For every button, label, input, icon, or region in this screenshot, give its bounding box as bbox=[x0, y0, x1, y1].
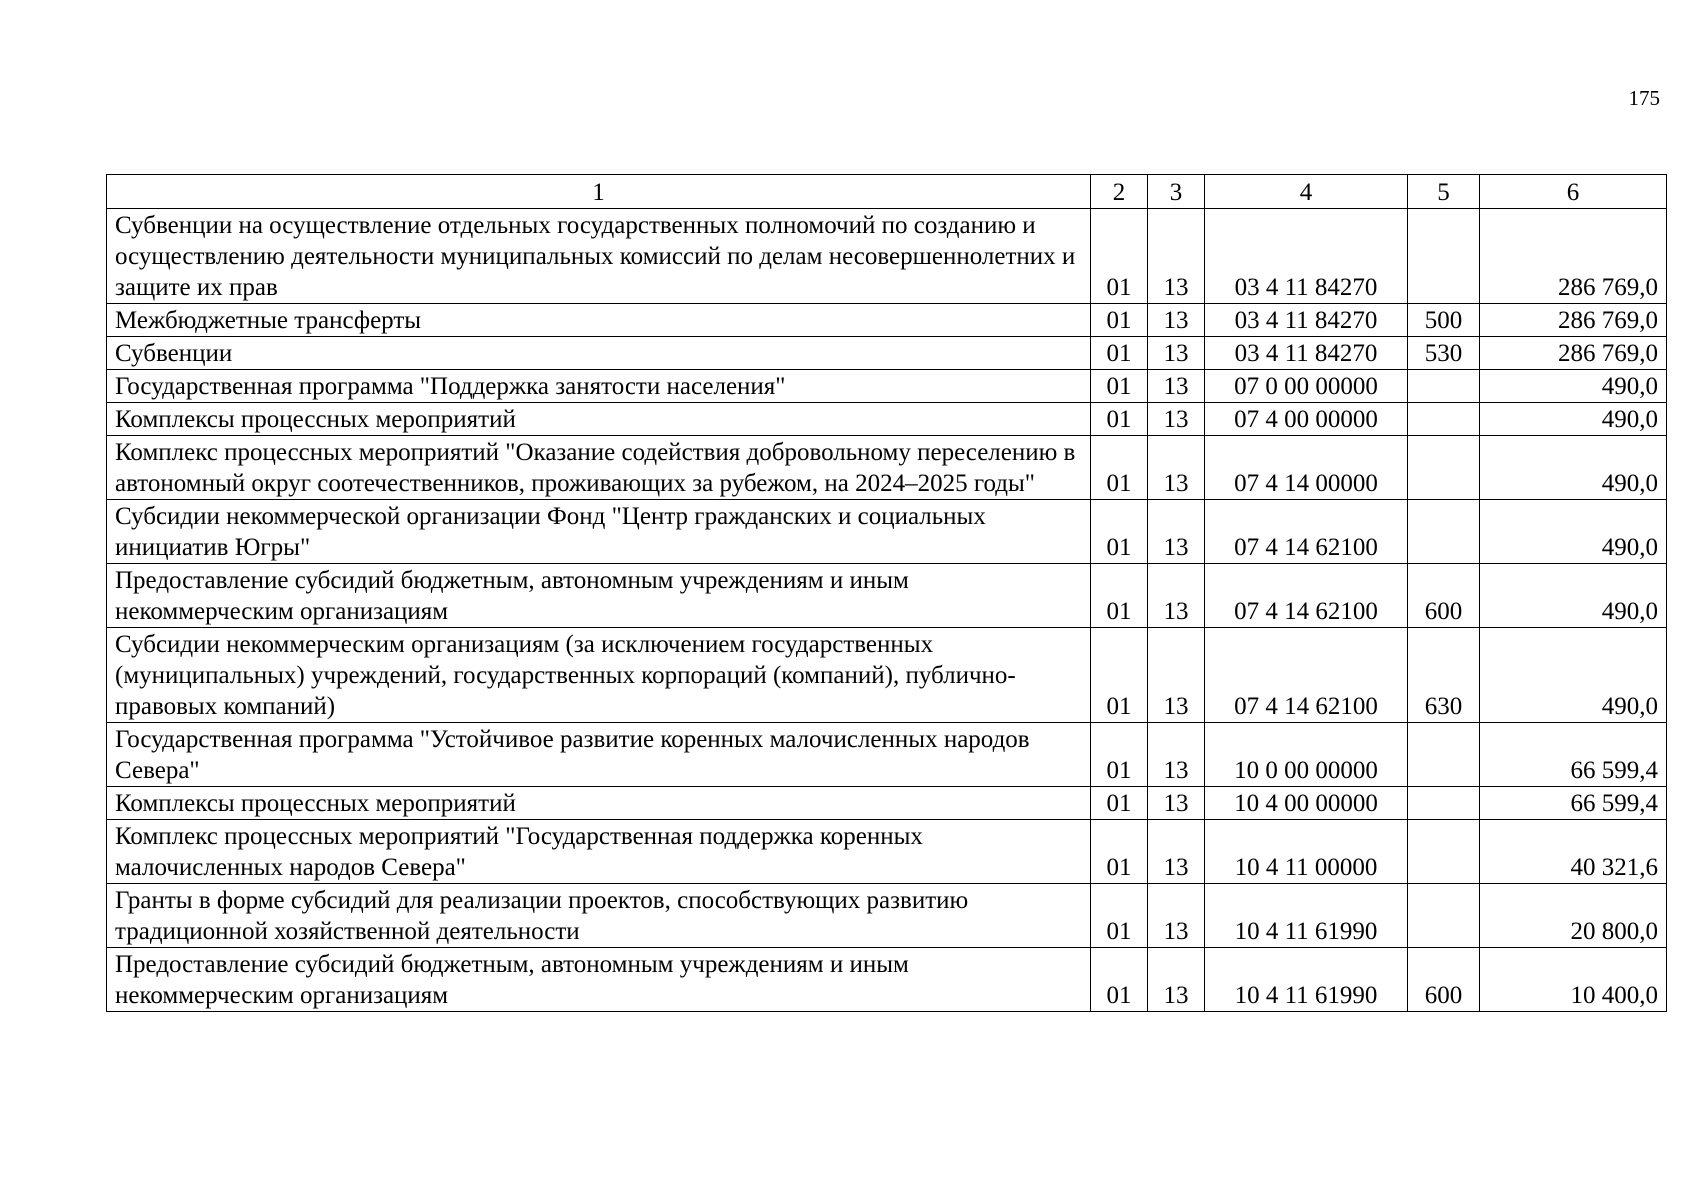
header-cell-4: 4 bbox=[1205, 175, 1408, 209]
row-subsection: 13 bbox=[1148, 209, 1205, 304]
row-section: 01 bbox=[1091, 948, 1148, 1012]
table-row bbox=[107, 337, 1667, 370]
row-section: 01 bbox=[1091, 628, 1148, 723]
table-row bbox=[107, 884, 1667, 948]
row-target-code: 03 4 11 84270 bbox=[1205, 209, 1408, 304]
row-amount: 490,0 bbox=[1480, 436, 1667, 500]
row-amount: 286 769,0 bbox=[1480, 209, 1667, 304]
row-name: Субвенции bbox=[107, 337, 1091, 370]
row-section: 01 bbox=[1091, 787, 1148, 820]
row-subsection: 13 bbox=[1148, 628, 1205, 723]
row-amount: 490,0 bbox=[1480, 370, 1667, 403]
row-subsection: 13 bbox=[1148, 403, 1205, 436]
row-amount: 40 321,6 bbox=[1480, 820, 1667, 884]
header-row bbox=[107, 175, 1667, 209]
header-cell-5: 5 bbox=[1408, 175, 1480, 209]
header-cell-2: 2 bbox=[1091, 175, 1148, 209]
table-row bbox=[107, 209, 1667, 304]
table-row bbox=[107, 564, 1667, 628]
row-subsection: 13 bbox=[1148, 337, 1205, 370]
row-subsection: 13 bbox=[1148, 723, 1205, 787]
row-amount: 490,0 bbox=[1480, 500, 1667, 564]
row-subsection: 13 bbox=[1148, 500, 1205, 564]
row-target-code: 07 4 14 62100 bbox=[1205, 628, 1408, 723]
row-name: Предоставление субсидий бюджетным, автономным учреждениям и иным некоммерческим организациям bbox=[107, 564, 1091, 628]
row-section: 01 bbox=[1091, 370, 1148, 403]
row-section: 01 bbox=[1091, 436, 1148, 500]
row-expense-type bbox=[1408, 370, 1480, 403]
row-section: 01 bbox=[1091, 337, 1148, 370]
row-amount: 66 599,4 bbox=[1480, 723, 1667, 787]
row-name: Комплексы процессных мероприятий bbox=[107, 403, 1091, 436]
row-name: Комплекс процессных мероприятий "Государственная поддержка коренных малочисленных народов Севера" bbox=[107, 820, 1091, 884]
header-cell-6: 6 bbox=[1480, 175, 1667, 209]
row-expense-type bbox=[1408, 500, 1480, 564]
table-row bbox=[107, 787, 1667, 820]
row-name: Государственная программа "Устойчивое развитие коренных малочисленных народов Севера" bbox=[107, 723, 1091, 787]
row-expense-type bbox=[1408, 436, 1480, 500]
row-target-code: 10 4 11 00000 bbox=[1205, 820, 1408, 884]
row-name: Субсидии некоммерческим организациям (за исключением государственных (муниципальных) учреждений, государственных корпораций (компаний), публично-правовых компаний) bbox=[107, 628, 1091, 723]
row-section: 01 bbox=[1091, 304, 1148, 337]
table-row bbox=[107, 820, 1667, 884]
row-subsection: 13 bbox=[1148, 564, 1205, 628]
row-subsection: 13 bbox=[1148, 948, 1205, 1012]
header-cell-1: 1 bbox=[107, 175, 1091, 209]
row-name: Комплекс процессных мероприятий "Оказание содействия добровольному переселению в автономный округ соотечественников, проживающих за рубежом, на 2024–2025 годы" bbox=[107, 436, 1091, 500]
row-amount: 66 599,4 bbox=[1480, 787, 1667, 820]
row-expense-type bbox=[1408, 723, 1480, 787]
row-expense-type bbox=[1408, 820, 1480, 884]
row-expense-type: 500 bbox=[1408, 304, 1480, 337]
row-name: Межбюджетные трансферты bbox=[107, 304, 1091, 337]
row-expense-type bbox=[1408, 403, 1480, 436]
row-amount: 286 769,0 bbox=[1480, 304, 1667, 337]
row-section: 01 bbox=[1091, 723, 1148, 787]
row-expense-type: 630 bbox=[1408, 628, 1480, 723]
row-expense-type: 600 bbox=[1408, 948, 1480, 1012]
row-subsection: 13 bbox=[1148, 884, 1205, 948]
table-row bbox=[107, 628, 1667, 723]
row-section: 01 bbox=[1091, 500, 1148, 564]
row-amount: 10 400,0 bbox=[1480, 948, 1667, 1012]
row-subsection: 13 bbox=[1148, 304, 1205, 337]
row-name: Субвенции на осуществление отдельных государственных полномочий по созданию и осуществлению деятельности муниципальных комиссий по делам несовершеннолетних и защите их прав bbox=[107, 209, 1091, 304]
row-expense-type: 600 bbox=[1408, 564, 1480, 628]
row-subsection: 13 bbox=[1148, 436, 1205, 500]
table-row bbox=[107, 370, 1667, 403]
row-target-code: 07 4 14 62100 bbox=[1205, 564, 1408, 628]
table-row bbox=[107, 500, 1667, 564]
table-row bbox=[107, 948, 1667, 1012]
row-name: Государственная программа "Поддержка занятости населения" bbox=[107, 370, 1091, 403]
row-expense-type: 530 bbox=[1408, 337, 1480, 370]
row-subsection: 13 bbox=[1148, 787, 1205, 820]
page-number: 175 bbox=[1628, 86, 1660, 110]
row-target-code: 03 4 11 84270 bbox=[1205, 337, 1408, 370]
row-target-code: 07 4 00 00000 bbox=[1205, 403, 1408, 436]
header-cell-3: 3 bbox=[1148, 175, 1205, 209]
row-target-code: 10 4 00 00000 bbox=[1205, 787, 1408, 820]
row-name: Комплексы процессных мероприятий bbox=[107, 787, 1091, 820]
row-amount: 490,0 bbox=[1480, 403, 1667, 436]
row-target-code: 10 0 00 00000 bbox=[1205, 723, 1408, 787]
row-amount: 20 800,0 bbox=[1480, 884, 1667, 948]
row-target-code: 10 4 11 61990 bbox=[1205, 948, 1408, 1012]
row-amount: 490,0 bbox=[1480, 564, 1667, 628]
row-name: Субсидии некоммерческой организации Фонд "Центр гражданских и социальных инициатив Югры" bbox=[107, 500, 1091, 564]
table-row bbox=[107, 436, 1667, 500]
row-section: 01 bbox=[1091, 209, 1148, 304]
row-target-code: 07 4 14 00000 bbox=[1205, 436, 1408, 500]
row-target-code: 10 4 11 61990 bbox=[1205, 884, 1408, 948]
row-amount: 490,0 bbox=[1480, 628, 1667, 723]
row-expense-type bbox=[1408, 209, 1480, 304]
row-expense-type bbox=[1408, 787, 1480, 820]
row-subsection: 13 bbox=[1148, 370, 1205, 403]
row-name: Предоставление субсидий бюджетным, автономным учреждениям и иным некоммерческим организациям bbox=[107, 948, 1091, 1012]
row-section: 01 bbox=[1091, 403, 1148, 436]
row-target-code: 03 4 11 84270 bbox=[1205, 304, 1408, 337]
row-section: 01 bbox=[1091, 564, 1148, 628]
row-amount: 286 769,0 bbox=[1480, 337, 1667, 370]
table-row bbox=[107, 403, 1667, 436]
row-section: 01 bbox=[1091, 820, 1148, 884]
row-target-code: 07 0 00 00000 bbox=[1205, 370, 1408, 403]
row-section: 01 bbox=[1091, 884, 1148, 948]
row-target-code: 07 4 14 62100 bbox=[1205, 500, 1408, 564]
table-row bbox=[107, 304, 1667, 337]
table-row bbox=[107, 723, 1667, 787]
budget-table bbox=[106, 174, 1667, 1012]
row-name: Гранты в форме субсидий для реализации проектов, способствующих развитию традиционной хозяйственной деятельности bbox=[107, 884, 1091, 948]
row-expense-type bbox=[1408, 884, 1480, 948]
row-subsection: 13 bbox=[1148, 820, 1205, 884]
